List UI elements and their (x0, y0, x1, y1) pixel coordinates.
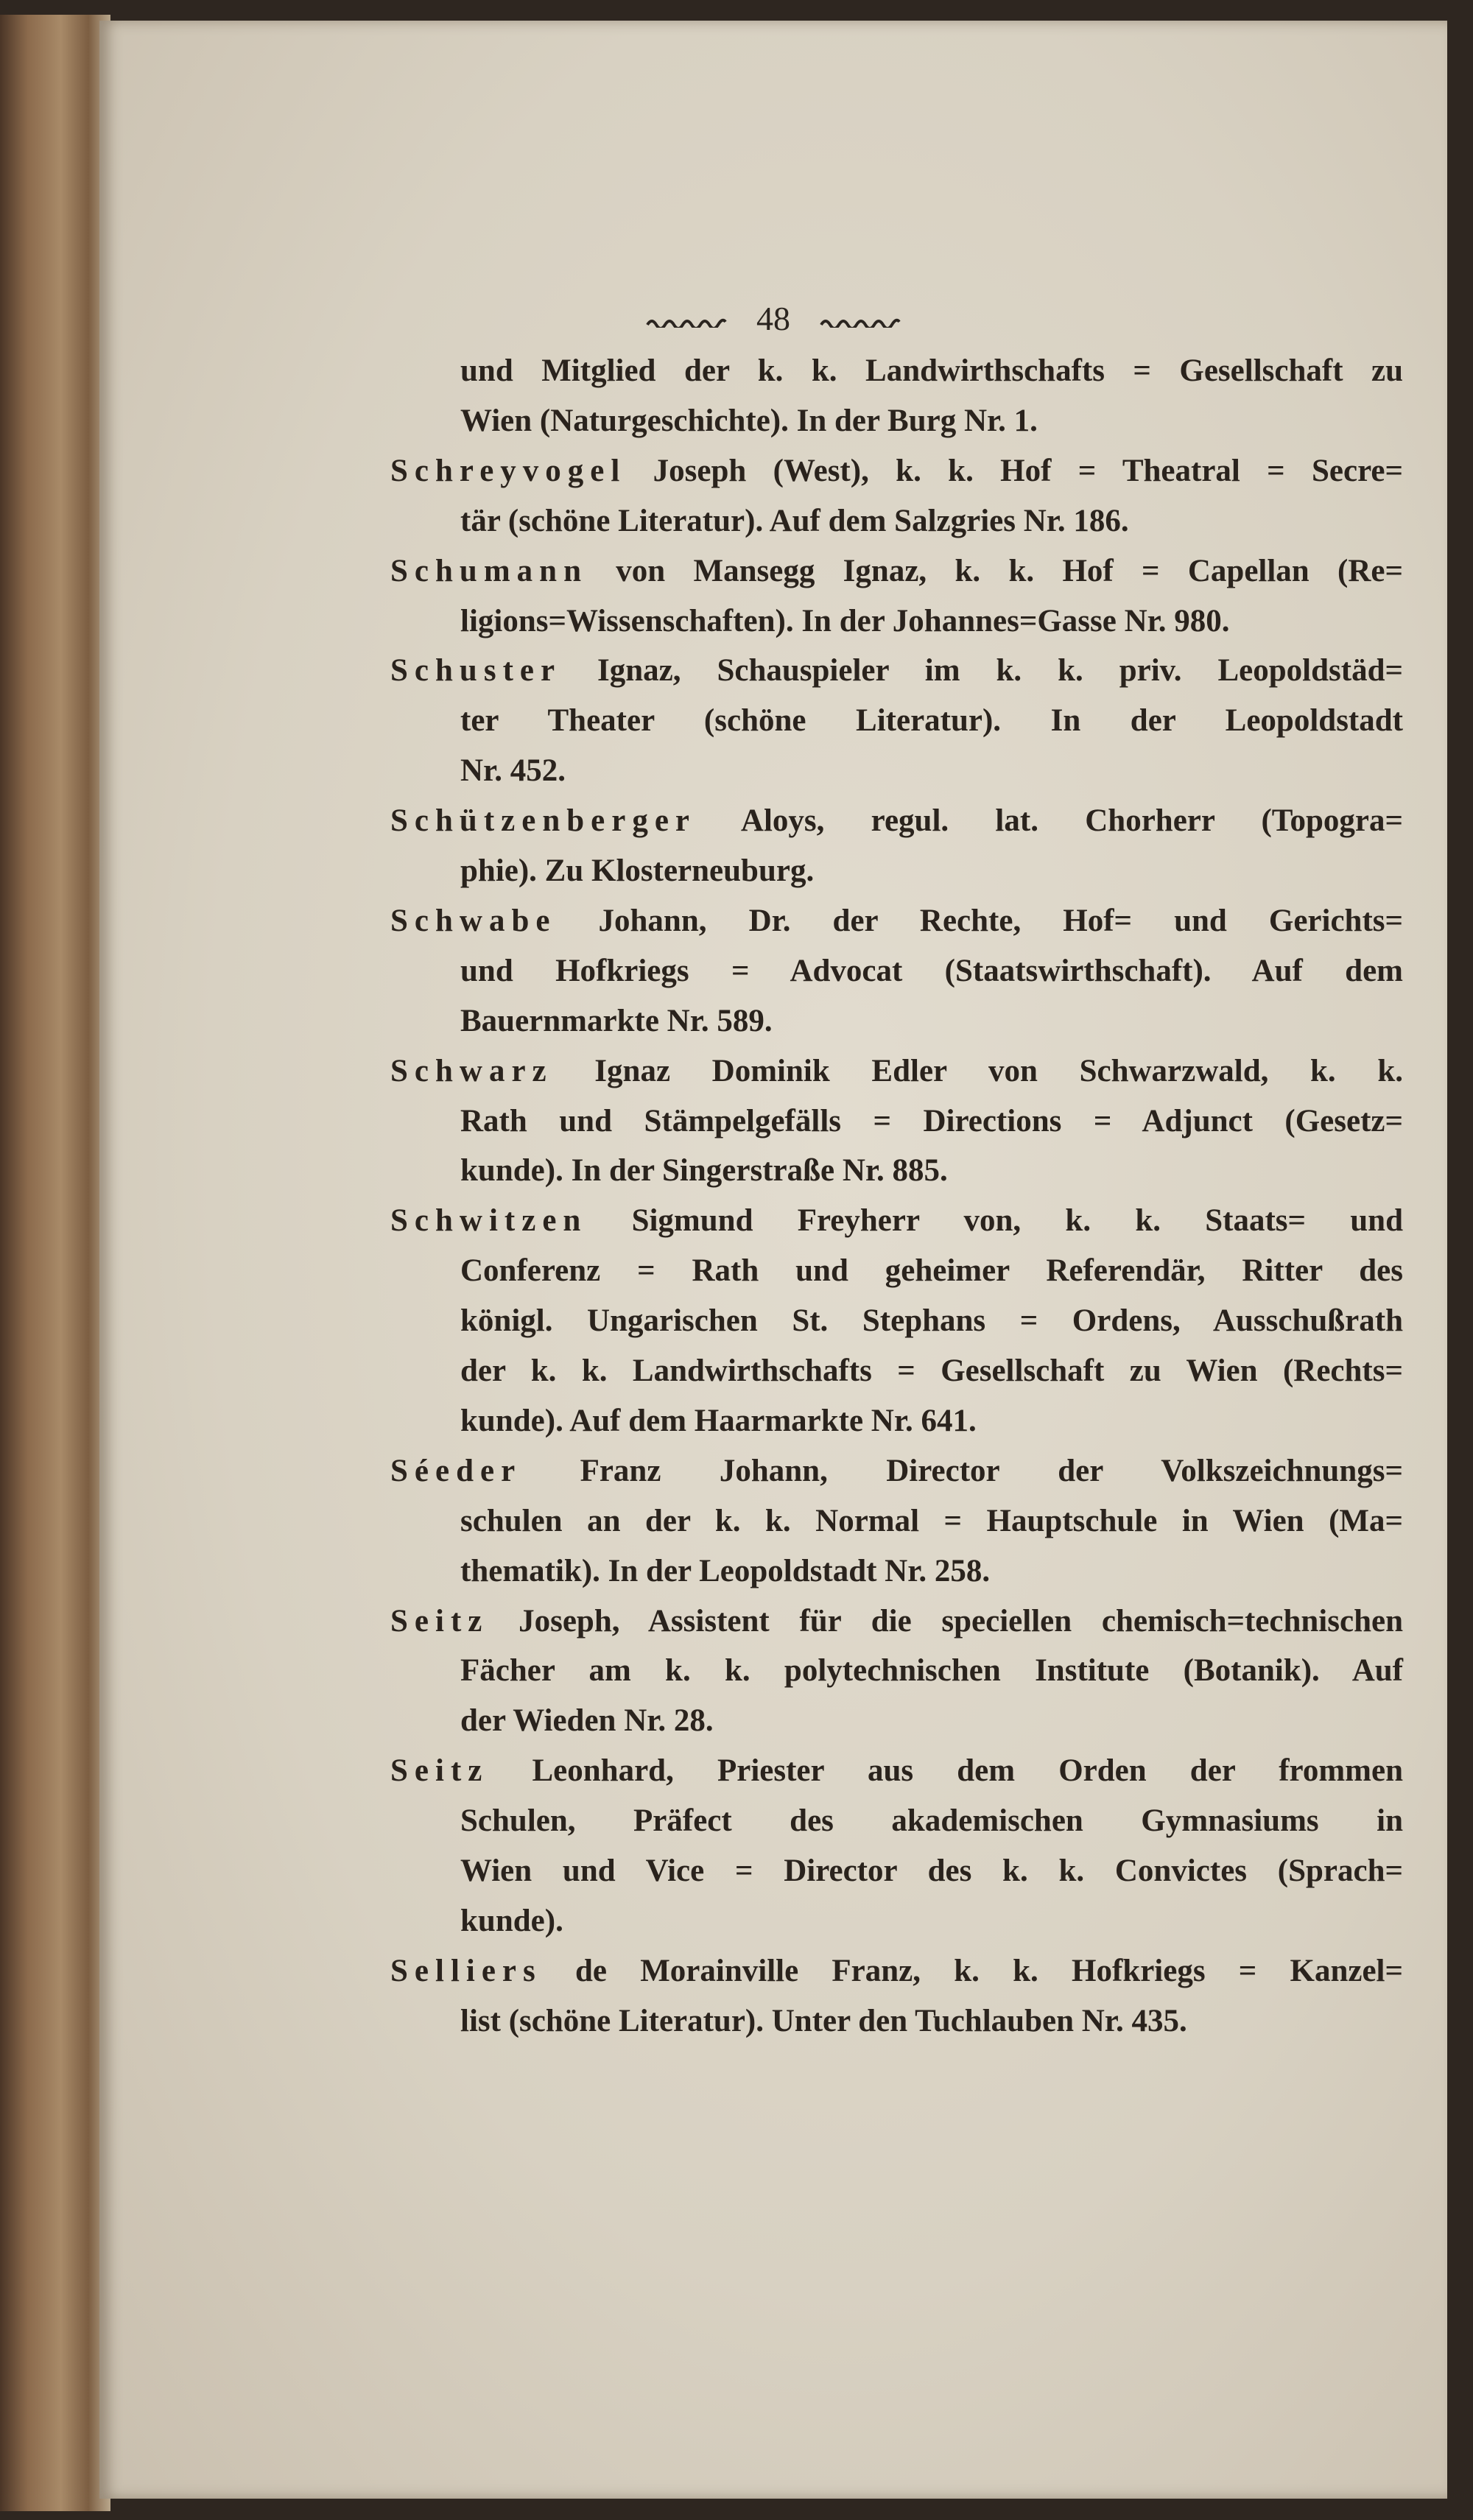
entry-line (460, 1301, 1403, 1342)
entry-line (460, 1250, 1403, 1292)
entry-text: königl. Ungarischen St. Stephans = Ordens, Ausschußrath (460, 1303, 1403, 1339)
entry-text: Fächer am k. k. polytechnischen Institute (Botanik). Auf (460, 1653, 1403, 1689)
entry-line (460, 1700, 1403, 1742)
entry-first-line (390, 1750, 1403, 1792)
entry-surname: Schreyvogel (390, 453, 627, 488)
entry-surname: Schwabe (390, 903, 557, 938)
entry-line (460, 2001, 1403, 2042)
entry-text: Nr. 452. (460, 753, 566, 789)
entry-first-line (390, 451, 1403, 492)
entry-first-line (390, 650, 1403, 691)
entry-text: kunde). (460, 1903, 563, 1938)
wave-ornament-icon (820, 316, 901, 328)
entry-text: und Mitglied der k. k. Landwirthschafts = Gesellschaft zu (460, 353, 1403, 388)
entry-line (460, 1150, 1403, 1192)
entry-text: ligions=Wissenschaften). In der Johannes=Gasse Nr. 980. (460, 603, 1230, 638)
entry-text: thematik). In der Leopoldstadt Nr. 258. (460, 1553, 991, 1588)
entry-text: Conferenz = Rath und geheimer Referendär, Ritter des (460, 1253, 1403, 1289)
entry-line (460, 601, 1403, 642)
wave-ornament-icon (646, 316, 727, 328)
entry-text: der k. k. Landwirthschafts = Gesellschaft zu Wien (Rechts= (460, 1354, 1403, 1388)
entry-text: kunde). In der Singerstraße Nr. 885. (460, 1153, 948, 1189)
book-page (99, 21, 1447, 2499)
entry-first-line (390, 1601, 1403, 1642)
entry-first-line (390, 1051, 1403, 1092)
entry-first-line (390, 1200, 1403, 1242)
entry-text: Leonhard, Priester aus dem Orden der frommen (488, 1753, 1403, 1789)
entry-text: Rath und Stämpelgefälls = Directions = Adjunct (Gesetz= (460, 1103, 1403, 1138)
entry-text: Bauernmarkte Nr. 589. (460, 1003, 773, 1038)
entry-text: phie). Zu Klosterneuburg. (460, 854, 815, 888)
page-header (99, 299, 1447, 338)
entry-first-line (390, 901, 1403, 942)
entry-line (460, 1001, 1403, 1042)
entry-text: Schulen, Präfect des akademischen Gymnasiums in (460, 1803, 1403, 1839)
entry-line (460, 851, 1403, 892)
entry-text: und Hofkriegs = Advocat (Staatswirthschaft). Auf dem (460, 953, 1403, 988)
entry-line (460, 951, 1403, 992)
entry-text: ter Theater (schöne Literatur). In der Leopoldstadt (460, 703, 1403, 739)
entry-first-line (390, 1951, 1403, 1992)
entry-line (460, 1101, 1403, 1142)
entry-surname: Schumann (390, 553, 588, 588)
entry-surname: Selliers (390, 1953, 542, 1988)
entry-text: von Mansegg Ignaz, k. k. Hof = Capellan (Re= (587, 553, 1403, 588)
entry-text: Ignaz Dominik Edler von Schwarzwald, k. k. (552, 1053, 1403, 1088)
entry-text: list (schöne Literatur). Unter den Tuchlauben Nr. 435. (460, 2003, 1187, 2038)
entry-surname: Schwitzen (390, 1203, 588, 1239)
entry-line (460, 501, 1403, 542)
entry-text: Wien (Naturgeschichte). In der Burg Nr. 1. (460, 403, 1038, 438)
entry-line (460, 1501, 1403, 1542)
entry-text: Joseph (West), k. k. Hof = Theatral = Secre= (626, 453, 1403, 488)
entry-text: Ignaz, Schauspieler im k. k. priv. Leopoldstäd= (561, 653, 1403, 689)
entry-line (460, 401, 1403, 442)
entry-surname: Seitz (390, 1753, 489, 1789)
entry-line (460, 351, 1403, 392)
entry-surname: Seitz (390, 1603, 489, 1639)
entry-line (460, 750, 1403, 792)
entry-text: der Wieden Nr. 28. (460, 1703, 714, 1739)
entry-line (460, 1851, 1403, 1892)
entry-surname: Schwarz (390, 1053, 553, 1088)
entry-text: Sigmund Freyherr von, k. k. Staats= und (587, 1203, 1403, 1239)
entry-text: Joseph, Assistent für die speciellen chemisch=technischen (488, 1603, 1403, 1639)
entry-text: schulen an der k. k. Normal = Hauptschule in Wien (Ma= (460, 1503, 1403, 1538)
page-number: 48 (756, 300, 790, 337)
entry-text: Franz Johann, Director der Volkszeichnungs= (521, 1453, 1403, 1488)
entry-text: kunde). Auf dem Haarmarkte Nr. 641. (460, 1403, 977, 1438)
entry-line (460, 1650, 1403, 1692)
entry-text: de Morainville Franz, k. k. Hofkriegs = Kanzel= (541, 1953, 1403, 1988)
entry-first-line (390, 1451, 1403, 1492)
entry-line (460, 700, 1403, 742)
entry-text: Johann, Dr. der Rechte, Hof= und Gerichts= (556, 903, 1403, 938)
entry-line (460, 1401, 1403, 1442)
entry-first-line (390, 800, 1403, 842)
entry-text: Wien und Vice = Director des k. k. Convictes (Sprach= (460, 1854, 1403, 1888)
entry-surname: Schützenberger (390, 803, 696, 839)
entry-text: Aloys, regul. lat. Chorherr (Topogra= (696, 803, 1403, 839)
entry-line (460, 1801, 1403, 1842)
entry-text: tär (schöne Literatur). Auf dem Salzgries Nr. 186. (460, 503, 1129, 538)
entry-surname: Séeder (390, 1453, 522, 1488)
entry-line (460, 1351, 1403, 1392)
entry-first-line (390, 551, 1403, 592)
entry-line (460, 1551, 1403, 1592)
entry-line (460, 1901, 1403, 1942)
page-stack-edge (0, 15, 110, 2511)
entry-surname: Schuster (390, 653, 562, 689)
